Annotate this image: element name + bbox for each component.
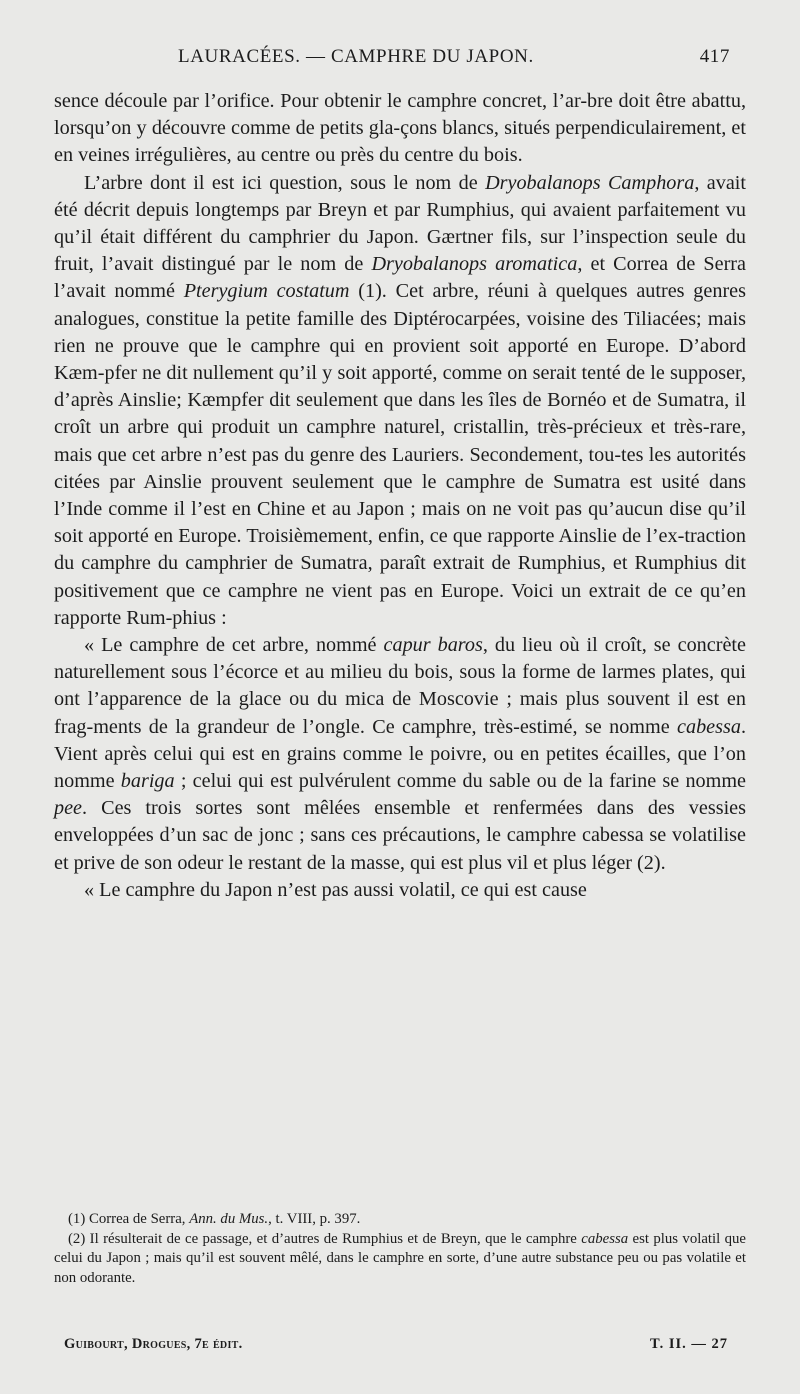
paragraphs-paragraph xyxy=(54,632,746,877)
text-run: , t. VIII, p. 397. xyxy=(268,1211,361,1227)
footnotes-paragraph xyxy=(54,1230,746,1289)
text-run: . Ces trois sortes sont mêlées ensemble et renfermées dans des vessies enveloppées d’un sac de jonc ; sans ces précautions, le camphre cabessa se volatilise et prive de son odeur le restant de la masse, qui est plus vil et plus léger (2). xyxy=(54,797,746,874)
text-run: , avait été décrit depuis longtemps par Breyn et par Rumphius, qui avaient parfaitement vu qu’il était différent du camphrier du Japon. Gærtner fils, sur l’inspection seule du fruit, l’avait distingué par le nom de xyxy=(54,171,747,276)
italic-term: capur baros xyxy=(383,634,483,657)
text-run: (1). Cet arbre, réuni à quelques autres genres analogues, constitue la petite famille des Diptérocarpées, voisine des Tiliacées; mais rien ne prouve que le camphre qui en provient soit apporté en Europe. D’abord Kæm-pfer ne dit nullement qu’il y soit apporté, comme on serait tenté de le supposer, d’après Ainslie; Kæmpfer dit seulement que dans les îles de Bornéo et de Sumatra, il croît un arbre qui produit un camphre naturel, cristallin, très-précieux et très-rare, mais que cet arbre n’est pas du genre des Lauriers. Secondement, tou-tes les autorités citées par Ainslie prouvent seulement que le camphre de Sumatra est usité dans l’Inde comme il l’est en Chine et au Japon ; mais on ne voit pas qu’aucun dise qu’il soit apporté en Europe. Troisièmement, enfin, ce que rapporte Ainslie de l’ex-traction du camphre du camphrier de Sumatra, paraît extrait de Rumphius, et Rumphius dit positivement que ce camphre ne vient pas en Europe. Voici un extrait de ce qu’en rapporte Rum-phius : xyxy=(54,280,746,629)
text-run: . Vient après celui qui est en grains comme le poivre, ou en petites écailles, que l’on nomme xyxy=(54,715,746,793)
italic-term: cabessa xyxy=(581,1230,629,1247)
page-footer xyxy=(64,1336,728,1353)
text-run: est plus volatil que celui du Japon ; mais qu’il est souvent mêlé, dans le camphre en sorte, d’une autre substance peu ou pas volatile et non odorante. xyxy=(54,1230,746,1286)
text-run: L’arbre dont il est ici question, sous le nom de xyxy=(84,171,486,194)
italic-term: cabessa xyxy=(677,715,741,738)
text-run: « Le camphre du Japon n’est pas aussi volatil, ce qui est cause xyxy=(84,878,587,901)
italic-term: Dryobalanops Camphora xyxy=(485,171,695,194)
text-run: , du lieu où il croît, se concrète naturellement sous l’écorce et au milieu du bois, sous la forme de larmes plates, qui ont l’apparence de la glace ou du mica de Moscovie ; mais plus souvent il est en frag-ments de la grandeur de l’ongle. Ce camphre, très-estimé, se nomme xyxy=(54,634,746,738)
text-run: , et Correa de Serra l’avait nommé xyxy=(54,253,746,303)
text-run: sence découle par l’orifice. Pour obtenir le camphre concret, l’ar-bre doit être abattu, lorsqu’on y découvre comme de petits gla-çons blancs, situés perpendiculairement, et en veines irrégulières, au centre ou près du centre du bois. xyxy=(54,90,746,167)
italic-term: Dryobalanops aromatica xyxy=(371,253,578,276)
italic-term: pee xyxy=(54,797,83,820)
text-run: ; celui qui est pulvérulent comme du sable ou de la farine se nomme xyxy=(174,770,746,793)
text-run: (1) Correa de Serra, xyxy=(68,1211,190,1227)
printer-signature: Guibourt, Drogues, 7e édit. xyxy=(64,1336,243,1352)
italic-term: bariga xyxy=(120,770,175,793)
footnotes xyxy=(54,1210,746,1288)
italic-term: Ann. du Mus. xyxy=(189,1211,269,1227)
paragraphs-paragraph xyxy=(54,170,746,632)
paragraphs-paragraph xyxy=(54,88,746,170)
body-text xyxy=(54,88,746,904)
footnotes-paragraph xyxy=(54,1210,746,1230)
running-title: LAURACÉES. — CAMPHRE DU JAPON. xyxy=(178,46,534,67)
text-run: (2) Il résulterait de ce passage, et d’autres de Rumphius et de Breyn, que le camphre xyxy=(68,1230,582,1247)
italic-term: Pterygium costatum xyxy=(183,280,350,303)
page-number: 417 xyxy=(699,46,730,67)
volume-signature: T. II. — 27 xyxy=(649,1336,728,1352)
text-run: « Le camphre de cet arbre, nommé xyxy=(84,634,384,657)
running-header xyxy=(178,46,730,68)
paragraphs-paragraph xyxy=(54,877,746,904)
